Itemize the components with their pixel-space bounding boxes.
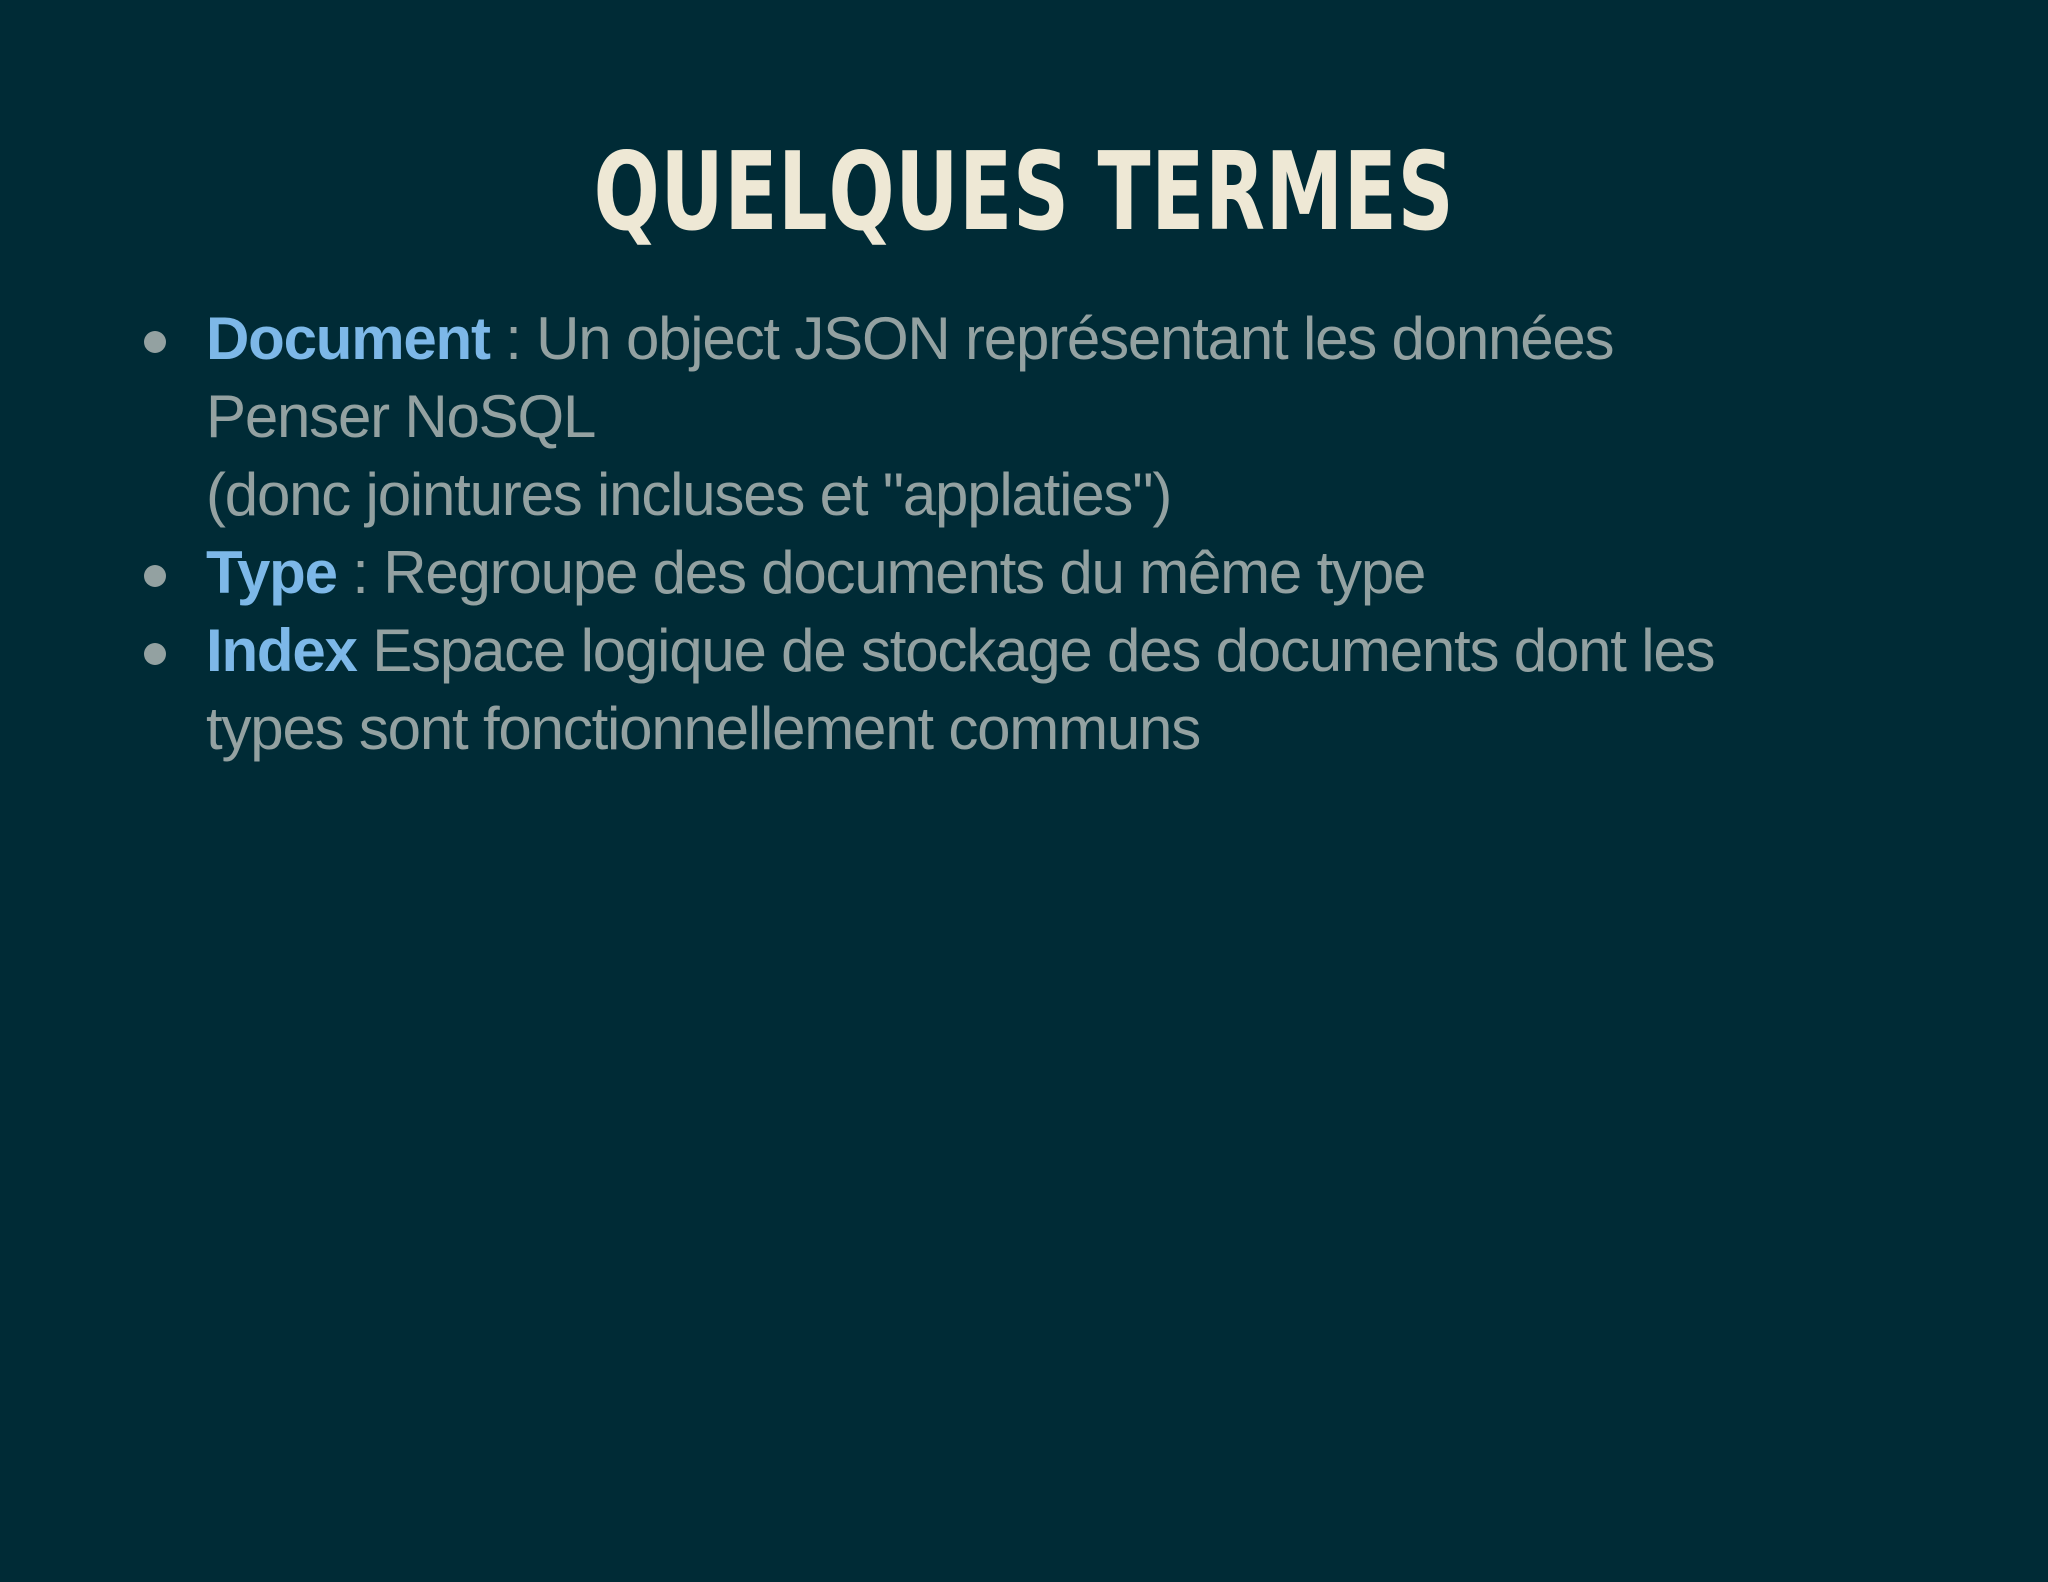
term-separator xyxy=(357,617,372,684)
definition-text: Espace logique de stockage des documents dont les xyxy=(372,617,1715,684)
bullet-icon xyxy=(144,643,166,665)
term-separator: : xyxy=(489,305,537,372)
item-first-line xyxy=(206,534,1856,612)
item-first-line xyxy=(206,612,1856,690)
term-index: Index xyxy=(206,617,357,684)
term-document: Document xyxy=(206,305,490,372)
definition-line: Penser NoSQL xyxy=(206,383,596,450)
definition-text: Regroupe des documents du même type xyxy=(383,539,1426,606)
bullet-list xyxy=(206,300,1856,768)
slide-title: QUELQUES TERMES xyxy=(593,130,1455,255)
bullet-icon xyxy=(144,331,166,353)
definition-line: (donc jointures incluses et "applaties") xyxy=(206,461,1172,528)
definition-text: Un object JSON représentant les données xyxy=(536,305,1614,372)
item-first-line xyxy=(206,300,1856,378)
list-item-type xyxy=(206,534,1856,612)
term-type: Type xyxy=(206,539,337,606)
definition-line: types sont fonctionnellement communs xyxy=(206,695,1200,762)
bullet-icon xyxy=(144,565,166,587)
term-separator: : xyxy=(336,539,384,606)
list-item-document xyxy=(206,300,1856,534)
list-item-index xyxy=(206,612,1856,768)
